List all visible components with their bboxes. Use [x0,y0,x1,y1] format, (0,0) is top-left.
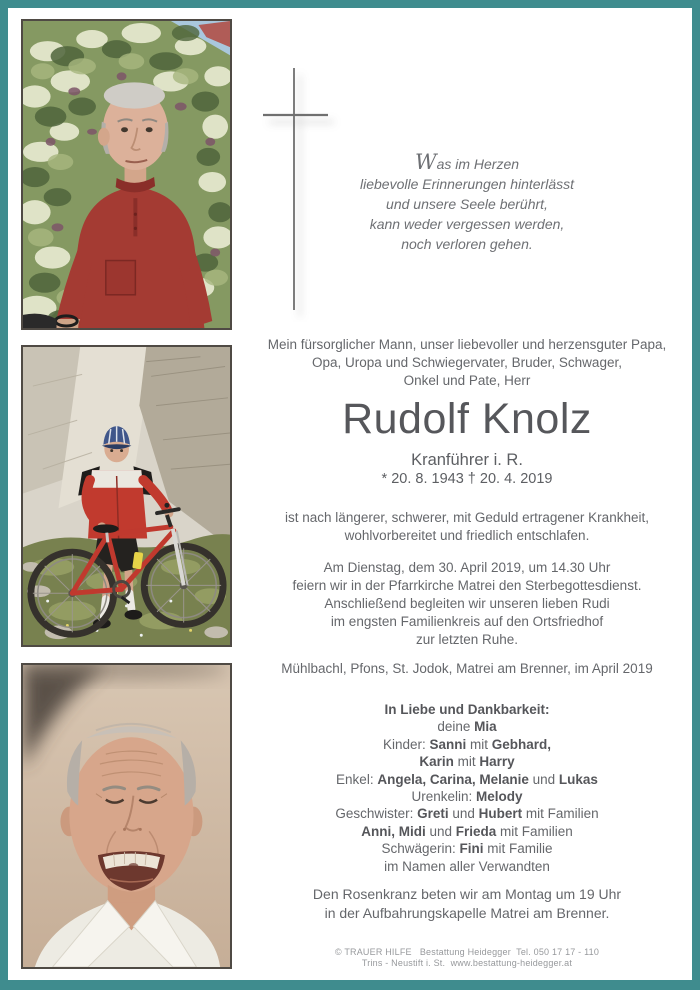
family-list [242,701,692,875]
life-dates: * 20. 8. 1943 † 20. 4. 2019 [381,471,553,487]
text-segment: Melody [476,789,523,805]
text-line [242,736,692,753]
text-line [242,805,692,822]
text-line [242,788,692,805]
text-segment: Angela, Carina, Melanie [377,771,529,787]
text-line: Onkel und Pate, Herr [403,373,531,388]
memorial-poem [242,152,692,254]
text-line: Opa, Uropa und Schwiegervater, Bruder, Schwager, [312,355,622,370]
text-segment: In Liebe und Dankbarkeit: [384,702,550,717]
text-line [242,701,692,718]
text-segment: Fini [459,841,484,857]
text-segment: Greti [417,806,449,822]
text-line: in der Aufbahrungskapelle Matrei am Brenner. [324,904,610,921]
text-segment: mit Familie [483,841,553,857]
text-segment: Frieda [455,823,497,839]
text-segment: mit Familien [496,823,573,839]
text-segment: Urenkelin: [411,789,476,805]
deceased-profession: Kranführer i. R. [411,451,523,469]
text-segment: Geschwister: [335,806,418,822]
photo-mountain-bike [21,345,232,647]
text-line: und unsere Seele berührt, [386,196,548,212]
text-line [242,823,692,840]
photo-portrait-illustration [23,665,230,967]
text-segment: Harry [479,754,515,770]
text-line [242,771,692,788]
text-line: Trins - Neustift i. St. www.bestattung-heidegger.at [361,957,573,968]
text-segment: deine [437,719,475,735]
funeral-info [242,559,692,649]
text-line: im engsten Familienkreis auf den Ortsfriedhof [330,614,604,629]
text-line: Am Dienstag, dem 30. April 2019, um 14.30 Uhr [323,560,611,575]
text-line: zur letzten Ruhe. [415,632,519,647]
death-notice [242,509,692,545]
announcement-content [242,8,692,980]
funeral-home-footer [242,947,692,969]
photo-smiling-portrait [21,663,232,969]
text-line: Mein fürsorglicher Mann, unser liebevoller und herzensguter Papa, [267,337,667,352]
text-line: wohlvorbereitet und friedlich entschlafen. [344,528,590,543]
places-date-line: Mühlbachl, Pfons, St. Jodok, Matrei am Brenner, im April 2019 [281,661,653,676]
text-segment: und [425,823,456,839]
text-line: Den Rosenkranz beten wir am Montag um 19 Uhr [312,886,622,902]
photo-garden-portrait [21,19,232,330]
fancy-initial: W [414,150,437,174]
text-segment: mit Familien [522,806,599,822]
text-segment: mit [466,736,492,752]
text-line [242,840,692,857]
text-segment: Kinder: [382,736,430,752]
photo-bike-illustration [23,347,230,645]
text-segment: und [448,806,479,822]
text-segment: Lukas [558,771,598,787]
text-segment: Schwägerin: [381,841,460,857]
text-segment: Hubert [478,806,523,822]
text-line [242,753,692,770]
text-segment: im Namen aller Verwandten [384,858,550,874]
text-segment: Sanni [429,736,467,752]
text-segment: Karin [419,754,454,770]
text-line: feiern wir in der Pfarrkirche Matrei den Sterbegottesdienst. [292,578,642,593]
text-line: Was im Herzen [414,150,520,174]
text-line: ist nach längerer, schwerer, mit Geduld ertragener Krankheit, [285,510,649,525]
text-line: © TRAUER HILFE Bestattung Heidegger Tel. 050 17 17 - 110 [334,947,600,957]
text-segment: und [528,771,559,787]
text-line: Anschließend begleiten wir unseren lieben Rudi [324,596,610,611]
text-line [242,718,692,735]
text-line: liebevolle Erinnerungen hinterlässt [359,176,575,192]
photo-garden-illustration [23,21,230,328]
deceased-name: Rudolf Knolz [342,395,592,443]
text-line: kann weder vergessen werden, [369,216,565,232]
text-segment: Anni, Midi [361,823,426,839]
rosary-info [242,885,692,922]
text-line [242,858,692,875]
text-line: noch verloren gehen. [401,236,533,252]
text-segment: Gebhard, [491,736,552,752]
text-segment: mit [453,754,480,770]
intro-text [242,336,692,390]
text-segment: Mia [474,719,497,735]
text-segment: Enkel: [336,771,378,787]
